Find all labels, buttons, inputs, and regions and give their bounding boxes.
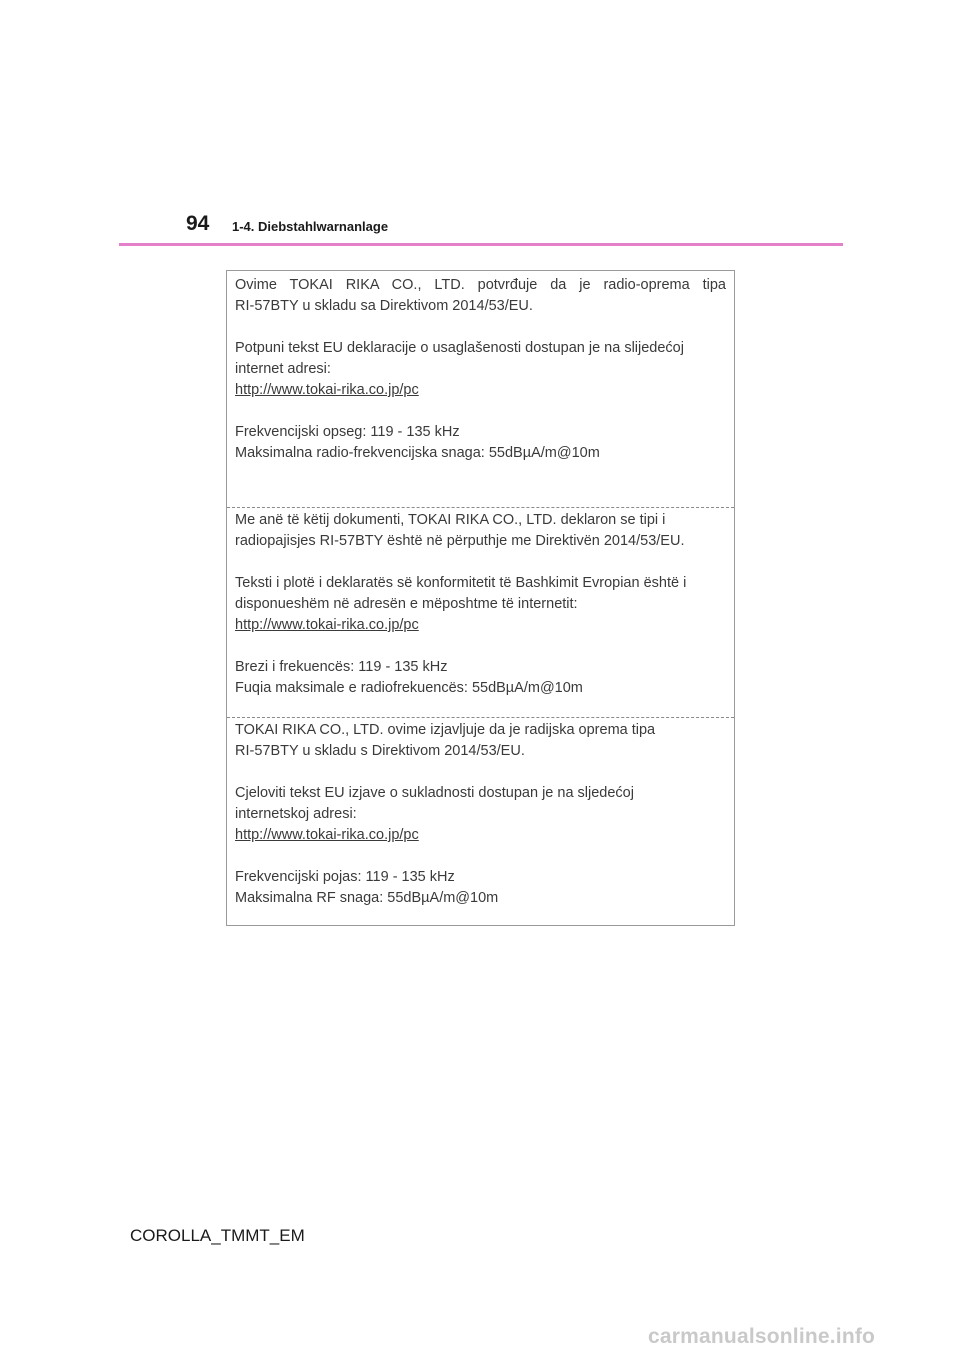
- statement-line-2: radiopajisjes RI-57BTY është në përputhje me Direktivën 2014/53/EU.: [235, 533, 685, 549]
- watermark: carmanualsonline.info: [648, 1325, 876, 1348]
- declaration-box: [226, 270, 735, 926]
- statement-line-2: RI-57BTY u skladu sa Direktivom 2014/53/EU.: [235, 298, 533, 314]
- fulltext-line-2: internetskoj adresi:: [235, 806, 357, 822]
- declaration-block-croatian: [227, 717, 734, 925]
- fulltext-line-2: disponueshëm në adresën e mëposhtme të internetit:: [235, 596, 578, 612]
- declaration-url-link[interactable]: http://www.tokai-rika.co.jp/pc: [235, 827, 419, 843]
- fulltext-line-2: internet adresi:: [235, 361, 331, 377]
- declaration-url-link[interactable]: http://www.tokai-rika.co.jp/pc: [235, 617, 419, 633]
- statement-line-2: RI-57BTY u skladu s Direktivom 2014/53/EU.: [235, 743, 525, 759]
- max-power: Maksimalna RF snaga: 55dBµA/m@10m: [235, 890, 499, 906]
- statement-line-1: Me anë të këtij dokumenti, TOKAI RIKA CO., LTD. deklaron se tipi i: [235, 512, 666, 528]
- max-power: Maksimalna radio-frekvencijska snaga: 55dBµA/m@10m: [235, 445, 600, 461]
- declaration-block-albanian: [227, 507, 734, 717]
- page-number: 94: [186, 212, 210, 235]
- fulltext-line-1: Potpuni tekst EU deklaracije o usaglašenosti dostupan je na slijedećoj: [235, 340, 684, 356]
- declaration-block-bosnian: [227, 271, 734, 507]
- declaration-url-link[interactable]: http://www.tokai-rika.co.jp/pc: [235, 382, 419, 398]
- fulltext-line-1: Cjeloviti tekst EU izjave o sukladnosti dostupan je na sljedećoj: [235, 785, 634, 801]
- max-power: Fuqia maksimale e radiofrekuencës: 55dBµA/m@10m: [235, 680, 583, 696]
- section-title: 1-4. Diebstahlwarnanlage: [232, 219, 389, 234]
- frequency-range: Frekvencijski pojas: 119 - 135 kHz: [235, 869, 455, 885]
- fulltext-line-1: Teksti i plotë i deklaratës së konformitetit të Bashkimit Evropian është i: [235, 575, 687, 591]
- header-rule: [119, 243, 843, 246]
- frequency-range: Brezi i frekuencës: 119 - 135 kHz: [235, 659, 448, 675]
- statement-line-1: TOKAI RIKA CO., LTD. ovime izjavljuje da je radijska oprema tipa: [235, 722, 656, 738]
- frequency-range: Frekvencijski opseg: 119 - 135 kHz: [235, 424, 460, 440]
- footer-model-code: COROLLA_TMMT_EM: [130, 1226, 305, 1245]
- statement-line-1: Ovime TOKAI RIKA CO., LTD. potvrđuje da je radio-oprema tipa: [235, 277, 726, 293]
